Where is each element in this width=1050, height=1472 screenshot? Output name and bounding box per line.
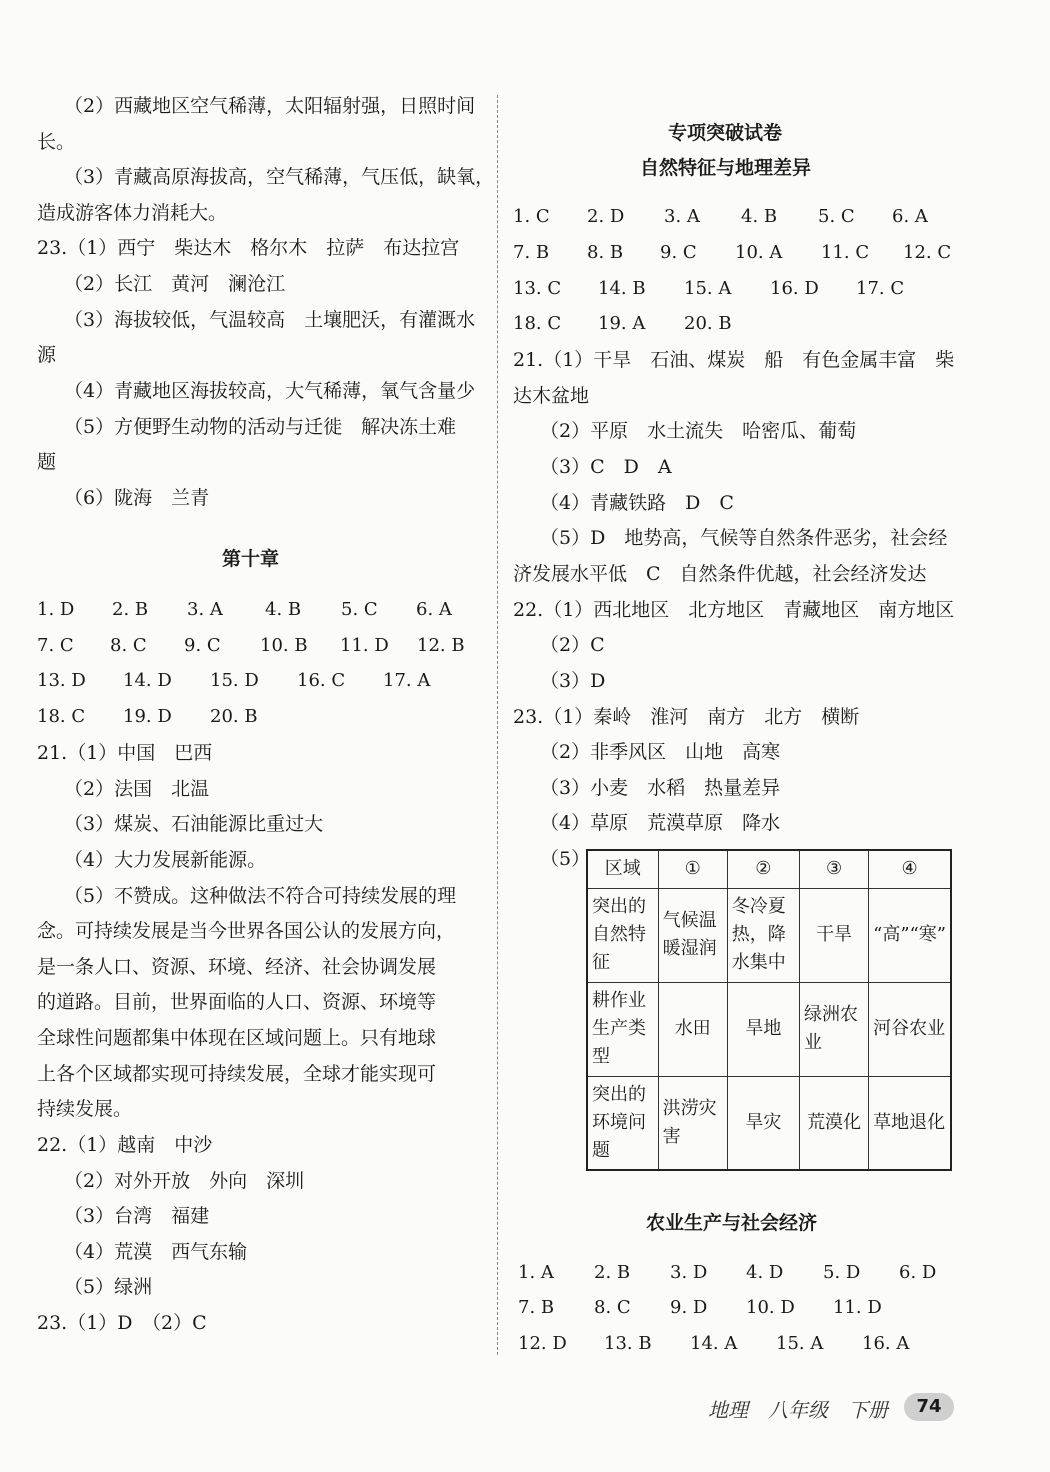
text-line: （5）绿洲	[64, 1276, 153, 1298]
text-line: 达木盆地	[513, 385, 590, 407]
text-line: 全球性问题都集中体现在区域问题上。只有地球	[37, 1027, 437, 1049]
answer: 10. D	[746, 1297, 795, 1318]
text-line: （4）青藏铁路 D C	[540, 492, 734, 514]
answer: 9. C	[660, 242, 697, 263]
answer: 3. A	[187, 599, 223, 620]
column-divider	[497, 95, 498, 1355]
section-subtitle: 自然特征与地理差异	[640, 157, 812, 179]
text-line: （3）青藏高原海拔高，空气稀薄，气压低，缺氧，	[64, 166, 495, 188]
text-line: 的道路。目前，世界面临的人口、资源、环境等	[37, 991, 437, 1013]
answer: 1. D	[37, 599, 75, 620]
table-cell: 干旱	[799, 888, 868, 982]
table-header-cell: 区域	[587, 850, 658, 888]
text-line: （3）小麦 水稻 热量差异	[540, 777, 781, 799]
text-line: （4）大力发展新能源。	[64, 849, 267, 871]
answer: 3. A	[664, 206, 700, 227]
text-line: （2）C	[540, 634, 605, 656]
text-line: （3）台湾 福建	[64, 1205, 210, 1227]
table-cell: 水田	[658, 982, 727, 1076]
answer: 12. D	[518, 1333, 567, 1354]
answer: 14. B	[598, 278, 646, 299]
answer: 5. D	[823, 1262, 861, 1283]
text-line: （2）长江 黄河 澜沧江	[64, 273, 286, 295]
text-line: 长。	[37, 131, 76, 153]
answer: 6. A	[892, 206, 928, 227]
answer: 13. B	[604, 1333, 652, 1354]
answer: 2. D	[587, 206, 625, 227]
answer: 11. D	[833, 1297, 882, 1318]
answer: 5. C	[341, 599, 378, 620]
section-title: 农业生产与社会经济	[646, 1212, 818, 1234]
answer: 4. B	[741, 206, 778, 227]
table-cell: 绿洲农业	[799, 982, 868, 1076]
text-line: 济发展水平低 C 自然条件优越，社会经济发达	[513, 563, 927, 585]
answer: 16. D	[770, 278, 819, 299]
text-line: 23.（1）秦岭 淮河 南方 北方 横断	[513, 706, 860, 728]
answer: 19. A	[598, 313, 646, 334]
text-line: 23.（1）西宁 柴达木 格尔木 拉萨 布达拉宫	[37, 237, 460, 259]
answer: 10. A	[735, 242, 783, 263]
text-line: 造成游客体力消耗大。	[37, 202, 228, 224]
table-cell: 冬冷夏热，降水集中	[727, 888, 799, 982]
text-line: （4）青藏地区海拔较高，大气稀薄，氧气含量少	[64, 380, 476, 402]
answer: 18. C	[37, 706, 86, 727]
table-cell: 荒漠化	[799, 1076, 868, 1170]
text-line: （2）平原 水土流失 哈密瓜、葡萄	[540, 420, 857, 442]
answer: 20. B	[210, 706, 258, 727]
text-line: （6）陇海 兰青	[64, 487, 210, 509]
answer: 1. A	[518, 1262, 554, 1283]
answer: 5. C	[818, 206, 855, 227]
answer: 8. B	[587, 242, 624, 263]
answer: 15. A	[684, 278, 732, 299]
answer: 2. B	[594, 1262, 631, 1283]
text-line: 持续发展。	[37, 1098, 133, 1120]
answer: 10. B	[260, 635, 308, 656]
answer: 9. C	[184, 635, 221, 656]
table-cell: “高”“寒”	[869, 888, 951, 982]
answer: 12. B	[417, 635, 465, 656]
text-line: （5）方便野生动物的活动与迁徙 解决冻土难	[64, 416, 457, 438]
answer: 14. A	[690, 1333, 738, 1354]
chapter-title: 第十章	[222, 548, 280, 570]
answer: 1. C	[513, 206, 550, 227]
answer: 6. A	[416, 599, 452, 620]
answer: 2. B	[112, 599, 149, 620]
answer: 15. A	[776, 1333, 824, 1354]
table-row	[587, 1076, 951, 1170]
answer: 7. B	[518, 1297, 555, 1318]
section-title: 专项突破试卷	[668, 122, 783, 144]
text-line: （2）非季风区 山地 高寒	[540, 741, 781, 763]
text-line: （3）煤炭、石油能源比重过大	[64, 813, 324, 835]
table-cell: 草地退化	[869, 1076, 951, 1170]
text-line: （2）法国 北温	[64, 778, 210, 800]
text-line: （2）西藏地区空气稀薄，太阳辐射强，日照时间	[64, 95, 476, 117]
text-line: （3）D	[540, 670, 606, 692]
answer: 9. D	[670, 1297, 708, 1318]
text-line: 21.（1）中国 巴西	[37, 742, 213, 764]
text-line: （5）	[540, 848, 591, 870]
answer: 11. D	[340, 635, 389, 656]
text-line: 21.（1）干旱 石油、煤炭 船 有色金属丰富 柴	[513, 349, 955, 371]
answer: 12. C	[903, 242, 952, 263]
text-line: （3）海拔较低，气温较高 土壤肥沃，有灌溉水	[64, 309, 476, 331]
text-line: （5）不赞成。这种做法不符合可持续发展的理	[64, 885, 457, 907]
text-line: 念。可持续发展是当今世界各国公认的发展方向，	[37, 920, 456, 942]
footer-label: 地理 八年级 下册	[708, 1398, 888, 1422]
answer: 14. D	[123, 670, 172, 691]
table-row	[587, 888, 951, 982]
answer: 13. D	[37, 670, 86, 691]
answer: 20. B	[684, 313, 732, 334]
text-line: 题	[37, 451, 57, 473]
answer: 11. C	[821, 242, 870, 263]
text-line: （4）草原 荒漠草原 降水	[540, 812, 781, 834]
table-cell: 旱灾	[727, 1076, 799, 1170]
answer: 8. C	[110, 635, 147, 656]
answer: 3. D	[670, 1262, 708, 1283]
answer: 13. C	[513, 278, 562, 299]
table-header-cell: ①	[658, 850, 727, 888]
answer: 16. C	[297, 670, 346, 691]
answer: 8. C	[594, 1297, 631, 1318]
answer: 6. D	[899, 1262, 937, 1283]
text-line: （2）对外开放 外向 深圳	[64, 1170, 305, 1192]
table-cell: 旱地	[727, 982, 799, 1076]
text-line: 23.（1）D （2）C	[37, 1312, 207, 1334]
table-header-row	[587, 850, 951, 888]
table-cell: 突出的自然特征	[587, 888, 658, 982]
region-table	[586, 849, 952, 1171]
text-line: 22.（1）越南 中沙	[37, 1134, 213, 1156]
table-header-cell: ④	[869, 850, 951, 888]
answer: 15. D	[210, 670, 259, 691]
text-line: （5）D 地势高，气候等自然条件恶劣，社会经	[540, 527, 948, 549]
text-line: （4）荒漠 西气东输	[64, 1241, 248, 1263]
text-line: 上各个区域都实现可持续发展，全球才能实现可	[37, 1063, 437, 1085]
text-line: 22.（1）西北地区 北方地区 青藏地区 南方地区	[513, 599, 955, 621]
text-line: （3）C D A	[540, 456, 672, 478]
table-cell: 洪涝灾害	[658, 1076, 727, 1170]
answer: 4. B	[265, 599, 302, 620]
answer: 7. B	[513, 242, 550, 263]
table-cell: 耕作业生产类型	[587, 982, 658, 1076]
answer: 19. D	[123, 706, 172, 727]
answer: 18. C	[513, 313, 562, 334]
text-line: 是一条人口、资源、环境、经济、社会协调发展	[37, 956, 437, 978]
page-number: 74	[904, 1393, 954, 1421]
table-header-cell: ②	[727, 850, 799, 888]
table-cell: 突出的环境问题	[587, 1076, 658, 1170]
answer: 7. C	[37, 635, 74, 656]
table-row	[587, 982, 951, 1076]
text-line: 源	[37, 344, 57, 366]
answer: 17. A	[383, 670, 431, 691]
table-header-cell: ③	[799, 850, 868, 888]
answer: 16. A	[862, 1333, 910, 1354]
answer: 17. C	[856, 278, 905, 299]
answer: 4. D	[746, 1262, 784, 1283]
table-cell: 气候温暖湿润	[658, 888, 727, 982]
table-cell: 河谷农业	[869, 982, 951, 1076]
